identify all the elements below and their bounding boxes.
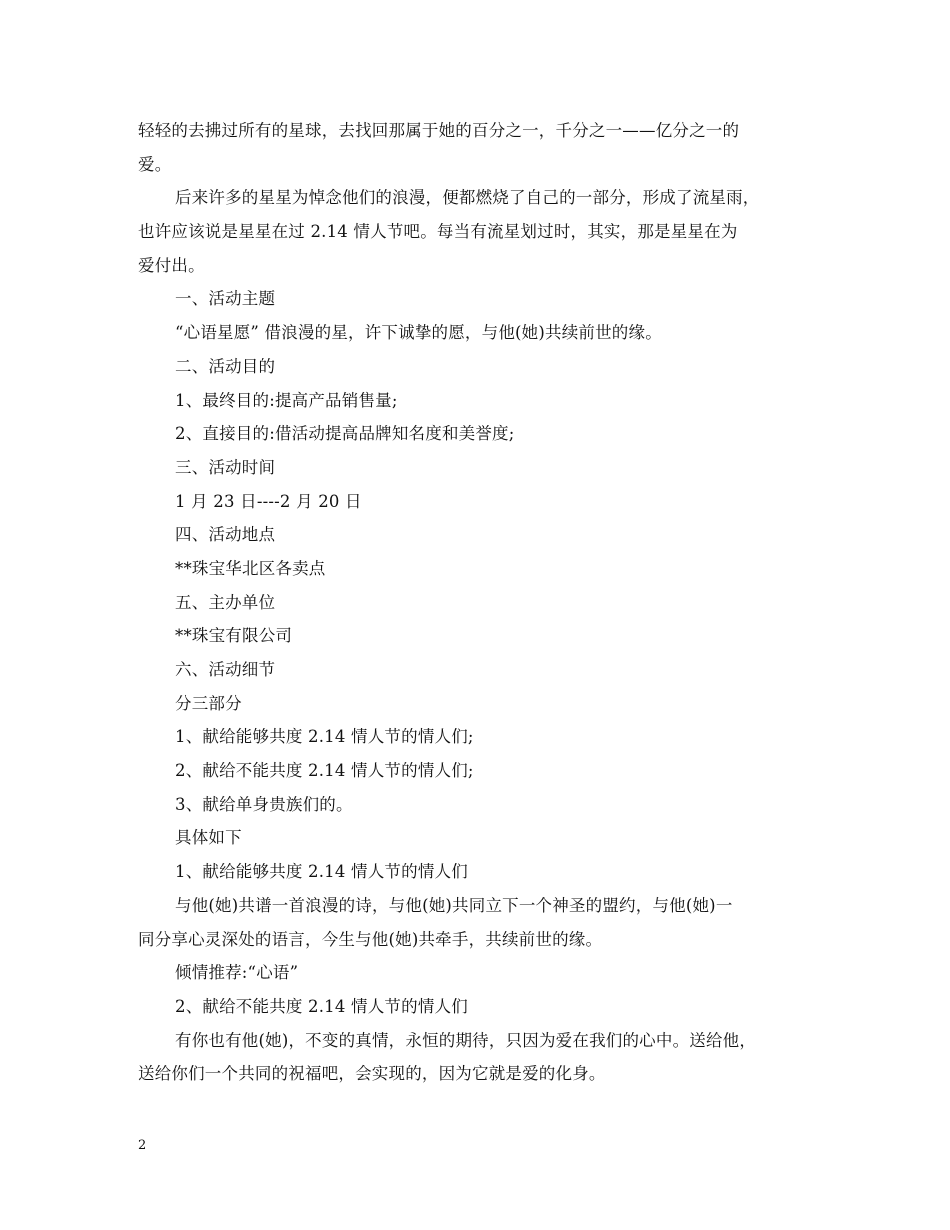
text-line: 轻轻的去拂过所有的星球，去找回那属于她的百分之一，千分之一——亿分之一的 xyxy=(138,121,740,140)
text-line: 1 月 23 日----2 月 20 日 xyxy=(175,491,362,511)
text-line: 2、直接目的:借活动提高品牌知名度和美誉度; xyxy=(175,424,515,444)
text-line: 2、献给不能共度 2.14 情人节的情人们; xyxy=(175,761,474,781)
text-line: 有你也有他(她)，不变的真情，永恒的期待，只因为爱在我们的心中。送给他， xyxy=(175,1030,757,1050)
text-line: 爱。 xyxy=(138,154,172,174)
text-line: 后来许多的星星为悼念他们的浪漫，便都燃烧了自己的一部分，形成了流星雨， xyxy=(175,188,760,208)
text-line: 同分享心灵深处的语言，今生与他(她)共牵手，共续前世的缘。 xyxy=(138,929,603,949)
text-line: 倾情推荐:“心语” xyxy=(175,963,299,983)
text-line: 具体如下 xyxy=(175,828,242,848)
document-body xyxy=(138,114,818,1091)
text-line: 送给你们一个共同的祝福吧，会实现的，因为它就是爱的化身。 xyxy=(138,1064,606,1084)
text-line: 与他(她)共谱一首浪漫的诗，与他(她)共同立下一个神圣的盟约，与他(她)一 xyxy=(175,895,733,915)
text-line: 五、主办单位 xyxy=(175,592,276,612)
text-line: 三、活动时间 xyxy=(175,457,276,477)
text-line: “心语星愿” 借浪漫的星，许下诚挚的愿，与他(她)共续前世的缘。 xyxy=(175,323,662,343)
text-line: **珠宝有限公司 xyxy=(175,626,293,646)
text-line: 四、活动地点 xyxy=(175,525,276,545)
text-line: 1、献给能够共度 2.14 情人节的情人们; xyxy=(175,727,474,747)
page-number: 2 xyxy=(138,1138,147,1153)
text-line: 六、活动细节 xyxy=(175,660,276,679)
text-line: **珠宝华北区各卖点 xyxy=(175,558,326,578)
text-line: 分三部分 xyxy=(175,693,242,713)
text-line: 1、献给能够共度 2.14 情人节的情人们 xyxy=(175,862,468,882)
text-line: 二、活动目的 xyxy=(175,356,276,376)
text-line: 3、献给单身贵族们的。 xyxy=(175,794,353,814)
text-line: 一、活动主题 xyxy=(175,289,276,309)
text-line: 爱付出。 xyxy=(138,255,205,275)
text-line: 1、最终目的:提高产品销售量; xyxy=(175,390,398,410)
text-line: 2、献给不能共度 2.14 情人节的情人们 xyxy=(175,996,468,1016)
text-line: 也许应该说是星星在过 2.14 情人节吧。每当有流星划过时，其实，那是星星在为 xyxy=(138,222,738,242)
